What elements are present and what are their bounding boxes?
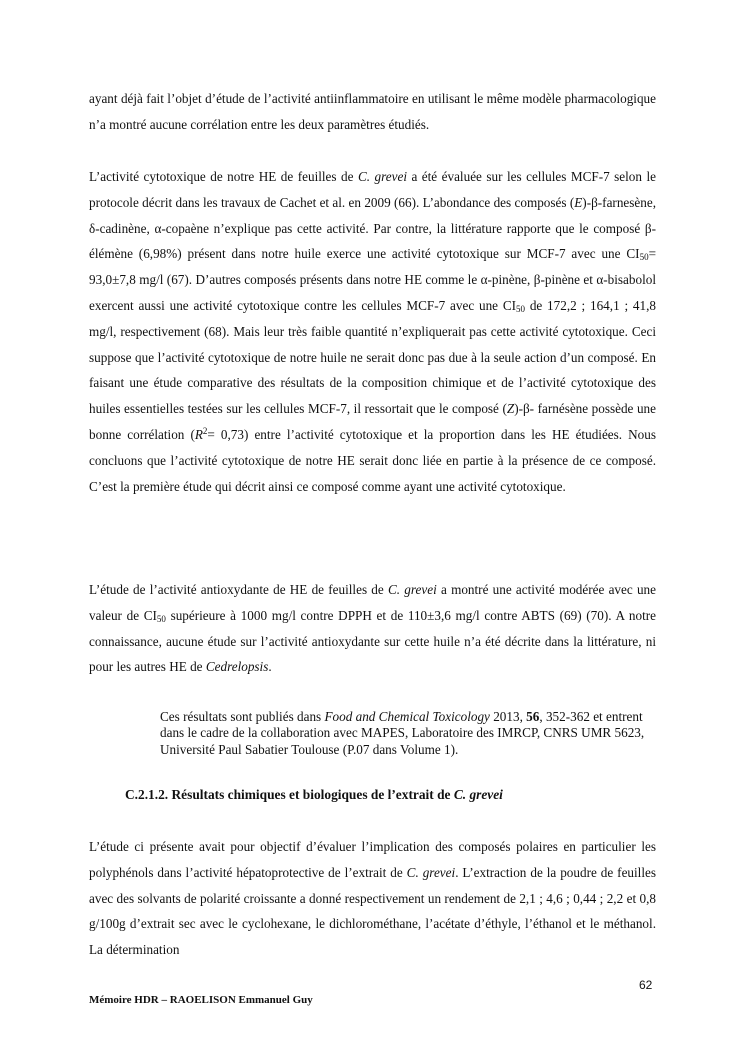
- text-run: R: [194, 426, 203, 442]
- text-run: C.2.1.2. Résultats chimiques et biologiques de l’extrait de: [125, 787, 454, 802]
- text-run: de 172,2 ; 164,1 ; 41,8 mg/l, respectivement (68). Mais leur très faible quantité n’expliquerait pas cette activité cytotoxique. Ceci suppose que l’activité cytotoxique de notre huile ne serait donc pas due à la seule action d’un composé. En faisant une étude comparative des résultats de la composition chimique et de l’activité cytotoxique des huiles essentielles testées sur les cellules MCF-7, il ressortait que le composé (: [89, 297, 656, 417]
- text-run: C. grevei: [387, 582, 437, 597]
- text-run: 56: [526, 709, 540, 724]
- section-heading: [125, 787, 503, 803]
- text-run: )-β-farnesène, δ-cadinène, α-copaène n’explique pas cette activité. Par contre, la littérature rapporte que le composé β-élémène (6,98%) présent dans notre huile exerce une activité cytotoxique sur MCF-7 avec une CI: [89, 194, 656, 262]
- text-run: 50: [516, 303, 526, 314]
- paragraph-antioxidant-activity: [89, 577, 656, 680]
- text-run: E: [574, 194, 583, 210]
- text-run: 50: [639, 252, 649, 263]
- footer-author: Mémoire HDR – RAOELISON Emmanuel Guy: [89, 994, 313, 1006]
- text-run: C. grevei: [453, 787, 503, 802]
- text-run: supérieure à 1000 mg/l contre DPPH et de 110±3,6 mg/l contre ABTS (69) (70). A notre connaissance, aucune étude sur l’activité antioxydante sur cette huile n’a été décrite dans la littérature, ni pour les autres HE de: [89, 607, 657, 675]
- text-run: L’étude de l’activité antioxydante de HE de feuilles de: [89, 582, 388, 597]
- text-run: L’activité cytotoxique de notre HE de feuilles de: [89, 169, 358, 184]
- paragraph-cytotoxic-activity: [89, 164, 656, 499]
- text-run: . L’extraction de la poudre de feuilles avec des solvants de polarité croissante a donné respectivement un rendement de 2,1 ; 4,6 ; 0,44 ; 2,2 et 0,8 g/100g d’extrait sec avec le cyclohexane, le dichlorométhane, l’acétate d’éthyle, l’éthanol et le méthanol. La détermination: [89, 864, 656, 958]
- text-run: Food and Chemical Toxicology: [324, 709, 490, 724]
- text-run: Z: [506, 401, 515, 417]
- text-run: .: [268, 659, 272, 675]
- text-run: )-β- farnésène possède une bonne corrélation (: [89, 401, 656, 442]
- text-run: Cedrelopsis: [205, 659, 269, 675]
- page-number: 62: [639, 978, 653, 992]
- text-run: Ces résultats sont publiés dans: [160, 709, 325, 724]
- text-run: , 352-362 et entrent dans le cadre de la collaboration avec MAPES, Laboratoire des IMRCP, CNRS UMR 5623, Université Paul Sabatier Toulouse (P.07 dans Volume 1).: [160, 709, 645, 757]
- text-run: 50: [156, 613, 166, 624]
- text-run: C. grevei: [357, 169, 407, 184]
- text-run: = 93,0±7,8 mg/l (67). D’autres composés présents dans notre HE comme le α-pinène, β-pinène et α-bisabolol exercent aussi une activité cytotoxique contre les cellules MCF-7 avec une CI: [89, 246, 656, 313]
- text-run: C. grevei: [406, 864, 456, 880]
- publication-note: [160, 709, 660, 758]
- text-run: L’étude ci présente avait pour objectif d’évaluer l’implication des composés polaires en particulier les polyphénols dans l’activité hépatoprotective de l’extrait de: [89, 839, 656, 880]
- text-run: a été évaluée sur les cellules MCF-7 selon le protocole décrit dans les travaux de Cachet et al. en 2009 (66). L’abondance des composés (: [89, 169, 656, 210]
- paragraph-intro: [89, 86, 656, 138]
- text-run: a montré une activité modérée avec une valeur de CI: [89, 582, 656, 623]
- text-run: 2013,: [489, 709, 527, 724]
- text-run: = 0,73) entre l’activité cytotoxique et la proportion dans les HE étudiées. Nous concluons que l’activité cytotoxique de notre HE serait donc liée en partie à la présence de ce composé. C’est la première étude qui décrit ainsi ce composé comme ayant une activité cytotoxique.: [89, 426, 656, 494]
- text-run: 2: [202, 425, 208, 436]
- paragraph-extract-study: [89, 834, 656, 963]
- text-run: ayant déjà fait l’objet d’étude de l’activité antiinflammatoire en utilisant le même modèle pharmacologique n’a montré aucune corrélation entre les deux paramètres étudiés.: [89, 91, 656, 132]
